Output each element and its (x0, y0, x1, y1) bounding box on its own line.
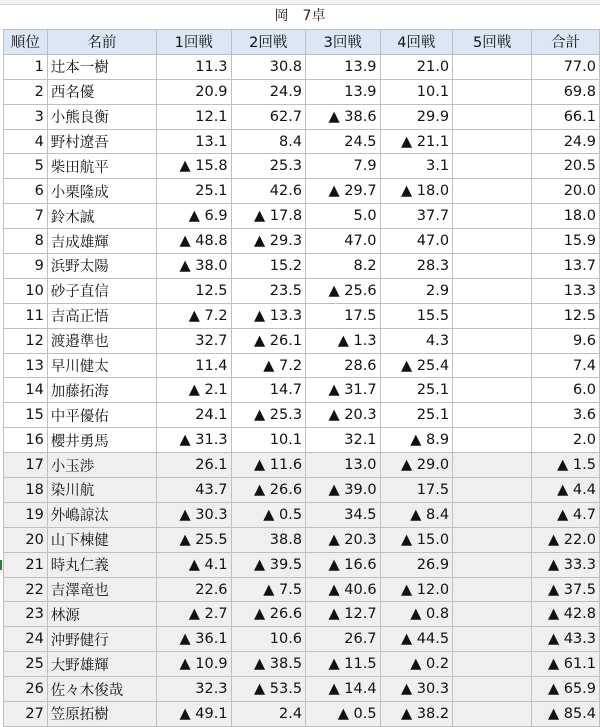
name-cell[interactable]: 吉澤竜也 (47, 577, 156, 602)
total-cell[interactable]: 15.9 (532, 229, 600, 254)
rank-cell[interactable]: 8 (4, 229, 48, 254)
round-1-cell[interactable]: 32.7 (157, 328, 232, 353)
total-cell[interactable]: 20.5 (532, 154, 600, 179)
round-5-cell[interactable] (453, 278, 532, 303)
rank-cell[interactable]: 2 (4, 79, 48, 104)
name-cell[interactable]: 鈴木誠 (47, 204, 156, 229)
round-3-cell[interactable]: ▲ 16.6 (306, 552, 381, 577)
round-1-cell[interactable]: 43.7 (157, 478, 232, 503)
table-row (4, 527, 600, 552)
name-cell[interactable]: 吉成雄輝 (47, 229, 156, 254)
round-4-cell[interactable]: 17.5 (380, 478, 453, 503)
round-1-cell[interactable]: ▲ 2.1 (157, 378, 232, 403)
round-1-cell[interactable]: ▲ 49.1 (157, 702, 232, 727)
round-1-cell[interactable]: 11.3 (157, 54, 232, 79)
total-cell[interactable]: 69.8 (532, 79, 600, 104)
rank-cell[interactable]: 19 (4, 502, 48, 527)
table-row (4, 677, 600, 702)
table-row (4, 154, 600, 179)
round-5-cell[interactable] (453, 527, 532, 552)
rank-cell[interactable]: 7 (4, 204, 48, 229)
name-cell[interactable]: 小栗隆成 (47, 179, 156, 204)
header-rank[interactable]: 順位 (4, 30, 48, 55)
round-1-cell[interactable]: ▲ 30.3 (157, 502, 232, 527)
round-1-cell[interactable]: ▲ 4.1 (157, 552, 232, 577)
round-3-cell[interactable]: 34.5 (306, 502, 381, 527)
total-cell[interactable]: ▲ 37.5 (532, 577, 600, 602)
rank-cell[interactable]: 20 (4, 527, 48, 552)
round-2-cell[interactable]: ▲ 7.2 (231, 353, 306, 378)
total-cell[interactable]: ▲ 1.5 (532, 453, 600, 478)
total-cell[interactable]: 2.0 (532, 428, 600, 453)
table-row (4, 378, 600, 403)
round-4-cell[interactable]: 47.0 (380, 229, 453, 254)
header-row (4, 30, 600, 55)
round-5-cell[interactable] (453, 154, 532, 179)
round-5-cell[interactable] (453, 453, 532, 478)
round-4-cell[interactable]: 2.9 (380, 278, 453, 303)
table-row (4, 254, 600, 279)
round-3-cell[interactable]: 24.5 (306, 129, 381, 154)
round-1-cell[interactable]: ▲ 10.9 (157, 652, 232, 677)
rank-cell[interactable]: 14 (4, 378, 48, 403)
header-round-3[interactable]: 3回戦 (306, 30, 381, 55)
round-4-cell[interactable]: ▲ 29.0 (380, 453, 453, 478)
round-5-cell[interactable] (453, 328, 532, 353)
ranking-table (3, 29, 600, 727)
name-cell[interactable]: 笠原拓樹 (47, 702, 156, 727)
round-5-cell[interactable] (453, 303, 532, 328)
name-cell[interactable]: 野村遼吾 (47, 129, 156, 154)
rank-cell[interactable]: 5 (4, 154, 48, 179)
table-body (4, 54, 600, 726)
round-2-cell[interactable]: 10.1 (231, 428, 306, 453)
round-4-cell[interactable]: ▲ 21.1 (380, 129, 453, 154)
round-3-cell[interactable]: ▲ 12.7 (306, 602, 381, 627)
round-1-cell[interactable]: ▲ 15.8 (157, 154, 232, 179)
round-3-cell[interactable]: 28.6 (306, 353, 381, 378)
round-2-cell[interactable]: 23.5 (231, 278, 306, 303)
round-5-cell[interactable] (453, 627, 532, 652)
total-cell[interactable]: ▲ 33.3 (532, 552, 600, 577)
round-2-cell[interactable]: ▲ 29.3 (231, 229, 306, 254)
round-5-cell[interactable] (453, 353, 532, 378)
round-5-cell[interactable] (453, 104, 532, 129)
round-5-cell[interactable] (453, 552, 532, 577)
round-1-cell[interactable]: 11.4 (157, 353, 232, 378)
rank-cell[interactable]: 25 (4, 652, 48, 677)
round-5-cell[interactable] (453, 428, 532, 453)
round-3-cell[interactable]: 32.1 (306, 428, 381, 453)
round-2-cell[interactable]: 2.4 (231, 702, 306, 727)
round-5-cell[interactable] (453, 403, 532, 428)
table-row (4, 179, 600, 204)
total-cell[interactable]: 18.0 (532, 204, 600, 229)
rank-cell[interactable]: 13 (4, 353, 48, 378)
round-2-cell[interactable]: ▲ 17.8 (231, 204, 306, 229)
rank-cell[interactable]: 1 (4, 54, 48, 79)
round-2-cell[interactable]: 24.9 (231, 79, 306, 104)
name-cell[interactable]: 西名優 (47, 79, 156, 104)
total-cell[interactable]: 77.0 (532, 54, 600, 79)
round-2-cell[interactable]: ▲ 7.5 (231, 577, 306, 602)
round-2-cell[interactable]: ▲ 26.6 (231, 602, 306, 627)
round-5-cell[interactable] (453, 129, 532, 154)
total-cell[interactable]: ▲ 43.3 (532, 627, 600, 652)
name-cell[interactable]: 時丸仁義 (47, 552, 156, 577)
name-cell[interactable]: 砂子直信 (47, 278, 156, 303)
total-cell[interactable]: 13.7 (532, 254, 600, 279)
table-row (4, 552, 600, 577)
header-round-2[interactable]: 2回戦 (231, 30, 306, 55)
round-1-cell[interactable]: ▲ 38.0 (157, 254, 232, 279)
round-4-cell[interactable]: ▲ 12.0 (380, 577, 453, 602)
table-row (4, 278, 600, 303)
round-5-cell[interactable] (453, 577, 532, 602)
name-cell[interactable]: 小熊良衡 (47, 104, 156, 129)
rank-cell[interactable]: 18 (4, 478, 48, 503)
table-title: 岡 7卓 (274, 8, 326, 24)
round-2-cell[interactable]: ▲ 53.5 (231, 677, 306, 702)
table-row (4, 652, 600, 677)
rank-cell[interactable]: 3 (4, 104, 48, 129)
round-3-cell[interactable]: 17.5 (306, 303, 381, 328)
total-cell[interactable]: ▲ 4.7 (532, 502, 600, 527)
round-3-cell[interactable]: 26.7 (306, 627, 381, 652)
name-cell[interactable]: 染川航 (47, 478, 156, 503)
round-4-cell[interactable]: ▲ 18.0 (380, 179, 453, 204)
round-5-cell[interactable] (453, 478, 532, 503)
round-3-cell[interactable]: ▲ 0.5 (306, 702, 381, 727)
round-3-cell[interactable]: ▲ 40.6 (306, 577, 381, 602)
round-4-cell[interactable]: 4.3 (380, 328, 453, 353)
table-row (4, 303, 600, 328)
round-2-cell[interactable]: 8.4 (231, 129, 306, 154)
name-cell[interactable]: 佐々木俊哉 (47, 677, 156, 702)
name-cell[interactable]: 吉高正悟 (47, 303, 156, 328)
round-4-cell[interactable]: ▲ 38.2 (380, 702, 453, 727)
round-3-cell[interactable]: ▲ 20.3 (306, 527, 381, 552)
round-1-cell[interactable]: ▲ 48.8 (157, 229, 232, 254)
round-1-cell[interactable]: 20.9 (157, 79, 232, 104)
name-cell[interactable]: 山下棟健 (47, 527, 156, 552)
total-cell[interactable]: ▲ 61.1 (532, 652, 600, 677)
rank-cell[interactable]: 17 (4, 453, 48, 478)
round-1-cell[interactable]: ▲ 6.9 (157, 204, 232, 229)
round-5-cell[interactable] (453, 652, 532, 677)
round-1-cell[interactable]: 12.5 (157, 278, 232, 303)
round-3-cell[interactable]: 13.0 (306, 453, 381, 478)
round-5-cell[interactable] (453, 677, 532, 702)
header-round-5[interactable]: 5回戦 (453, 30, 532, 55)
header-name[interactable]: 名前 (47, 30, 156, 55)
round-4-cell[interactable]: ▲ 8.4 (380, 502, 453, 527)
round-3-cell[interactable]: 13.9 (306, 79, 381, 104)
name-cell[interactable]: 小玉渉 (47, 453, 156, 478)
round-3-cell[interactable]: ▲ 20.3 (306, 403, 381, 428)
round-2-cell[interactable]: ▲ 38.5 (231, 652, 306, 677)
name-cell[interactable]: 櫻井勇馬 (47, 428, 156, 453)
total-cell[interactable]: 9.6 (532, 328, 600, 353)
table-row (4, 204, 600, 229)
round-1-cell[interactable]: 32.3 (157, 677, 232, 702)
rank-cell[interactable]: 21 (4, 552, 48, 577)
round-4-cell[interactable]: 37.7 (380, 204, 453, 229)
name-cell[interactable]: 加藤拓海 (47, 378, 156, 403)
round-5-cell[interactable] (453, 502, 532, 527)
name-cell[interactable]: 早川健太 (47, 353, 156, 378)
round-1-cell[interactable]: 25.1 (157, 179, 232, 204)
round-2-cell[interactable]: 38.8 (231, 527, 306, 552)
rank-cell[interactable]: 10 (4, 278, 48, 303)
round-3-cell[interactable]: ▲ 14.4 (306, 677, 381, 702)
rank-cell[interactable]: 16 (4, 428, 48, 453)
name-cell[interactable]: 中平優佑 (47, 403, 156, 428)
total-cell[interactable]: ▲ 4.4 (532, 478, 600, 503)
total-cell[interactable]: ▲ 22.0 (532, 527, 600, 552)
round-2-cell[interactable]: 25.3 (231, 154, 306, 179)
name-cell[interactable]: 柴田航平 (47, 154, 156, 179)
round-5-cell[interactable] (453, 229, 532, 254)
round-5-cell[interactable] (453, 179, 532, 204)
round-4-cell[interactable]: 25.1 (380, 403, 453, 428)
round-3-cell[interactable]: 8.2 (306, 254, 381, 279)
round-2-cell[interactable]: ▲ 26.1 (231, 328, 306, 353)
table-row (4, 577, 600, 602)
round-4-cell[interactable]: 15.5 (380, 303, 453, 328)
round-5-cell[interactable] (453, 702, 532, 727)
header-round-4[interactable]: 4回戦 (380, 30, 453, 55)
round-3-cell[interactable]: 5.0 (306, 204, 381, 229)
total-cell[interactable]: ▲ 65.9 (532, 677, 600, 702)
round-5-cell[interactable] (453, 254, 532, 279)
round-1-cell[interactable]: 22.6 (157, 577, 232, 602)
total-cell[interactable]: 66.1 (532, 104, 600, 129)
rank-cell[interactable]: 15 (4, 403, 48, 428)
total-cell[interactable]: 20.0 (532, 179, 600, 204)
total-cell[interactable]: 6.0 (532, 378, 600, 403)
round-2-cell[interactable]: ▲ 26.6 (231, 478, 306, 503)
round-3-cell[interactable]: 7.9 (306, 154, 381, 179)
total-cell[interactable]: 24.9 (532, 129, 600, 154)
table-row (4, 129, 600, 154)
table-row (4, 229, 600, 254)
round-3-cell[interactable]: ▲ 1.3 (306, 328, 381, 353)
round-4-cell[interactable]: 21.0 (380, 54, 453, 79)
round-4-cell[interactable]: ▲ 8.9 (380, 428, 453, 453)
round-4-cell[interactable]: 26.9 (380, 552, 453, 577)
rank-cell[interactable]: 4 (4, 129, 48, 154)
total-cell[interactable]: ▲ 42.8 (532, 602, 600, 627)
rank-cell[interactable]: 24 (4, 627, 48, 652)
round-2-cell[interactable]: 62.7 (231, 104, 306, 129)
table-row (4, 478, 600, 503)
rank-cell[interactable]: 9 (4, 254, 48, 279)
round-2-cell[interactable]: ▲ 13.3 (231, 303, 306, 328)
round-3-cell[interactable]: 47.0 (306, 229, 381, 254)
round-2-cell[interactable]: 42.6 (231, 179, 306, 204)
name-cell[interactable]: 外嶋諒汰 (47, 502, 156, 527)
rank-cell[interactable]: 23 (4, 602, 48, 627)
table-row (4, 403, 600, 428)
round-4-cell[interactable]: ▲ 25.4 (380, 353, 453, 378)
rank-cell[interactable]: 11 (4, 303, 48, 328)
round-1-cell[interactable]: ▲ 31.3 (157, 428, 232, 453)
round-4-cell[interactable]: 25.1 (380, 378, 453, 403)
round-2-cell[interactable]: ▲ 39.5 (231, 552, 306, 577)
round-4-cell[interactable]: 29.9 (380, 104, 453, 129)
round-4-cell[interactable]: 3.1 (380, 154, 453, 179)
round-1-cell[interactable]: ▲ 25.5 (157, 527, 232, 552)
round-4-cell[interactable]: ▲ 15.0 (380, 527, 453, 552)
round-1-cell[interactable]: 24.1 (157, 403, 232, 428)
round-4-cell[interactable]: ▲ 0.2 (380, 652, 453, 677)
table-row (4, 502, 600, 527)
round-3-cell[interactable]: ▲ 29.7 (306, 179, 381, 204)
table-row (4, 627, 600, 652)
table-row (4, 702, 600, 727)
rank-cell[interactable]: 6 (4, 179, 48, 204)
round-5-cell[interactable] (453, 378, 532, 403)
round-4-cell[interactable]: ▲ 44.5 (380, 627, 453, 652)
round-1-cell[interactable]: ▲ 2.7 (157, 602, 232, 627)
round-4-cell[interactable]: 28.3 (380, 254, 453, 279)
round-4-cell[interactable]: ▲ 30.3 (380, 677, 453, 702)
round-2-cell[interactable]: ▲ 0.5 (231, 502, 306, 527)
rank-cell[interactable]: 27 (4, 702, 48, 727)
table-row (4, 602, 600, 627)
header-round-1[interactable]: 1回戦 (157, 30, 232, 55)
total-cell[interactable]: 7.4 (532, 353, 600, 378)
round-2-cell[interactable]: ▲ 11.6 (231, 453, 306, 478)
round-3-cell[interactable]: ▲ 31.7 (306, 378, 381, 403)
table-row (4, 453, 600, 478)
header-total[interactable]: 合計 (532, 30, 600, 55)
name-cell[interactable]: 林源 (47, 602, 156, 627)
round-5-cell[interactable] (453, 54, 532, 79)
rank-cell[interactable]: 12 (4, 328, 48, 353)
rank-cell[interactable]: 26 (4, 677, 48, 702)
round-1-cell[interactable]: 12.1 (157, 104, 232, 129)
round-5-cell[interactable] (453, 602, 532, 627)
round-3-cell[interactable]: ▲ 25.6 (306, 278, 381, 303)
round-3-cell[interactable]: ▲ 11.5 (306, 652, 381, 677)
round-2-cell[interactable]: 10.6 (231, 627, 306, 652)
total-cell[interactable]: ▲ 85.4 (532, 702, 600, 727)
round-2-cell[interactable]: 30.8 (231, 54, 306, 79)
total-cell[interactable]: 12.5 (532, 303, 600, 328)
name-cell[interactable]: 大野雄輝 (47, 652, 156, 677)
table-row (4, 54, 600, 79)
name-cell[interactable]: 辻本一樹 (47, 54, 156, 79)
round-5-cell[interactable] (453, 204, 532, 229)
name-cell[interactable]: 浜野太陽 (47, 254, 156, 279)
round-3-cell[interactable]: ▲ 39.0 (306, 478, 381, 503)
round-3-cell[interactable]: 13.9 (306, 54, 381, 79)
round-1-cell[interactable]: ▲ 36.1 (157, 627, 232, 652)
total-cell[interactable]: 3.6 (532, 403, 600, 428)
round-2-cell[interactable]: 15.2 (231, 254, 306, 279)
round-1-cell[interactable]: 13.1 (157, 129, 232, 154)
round-1-cell[interactable]: 26.1 (157, 453, 232, 478)
total-cell[interactable]: 13.3 (532, 278, 600, 303)
round-5-cell[interactable] (453, 79, 532, 104)
round-4-cell[interactable]: 10.1 (380, 79, 453, 104)
name-cell[interactable]: 渡邉準也 (47, 328, 156, 353)
table-row (4, 328, 600, 353)
table-row (4, 104, 600, 129)
round-2-cell[interactable]: 14.7 (231, 378, 306, 403)
round-4-cell[interactable]: ▲ 0.8 (380, 602, 453, 627)
name-cell[interactable]: 沖野健行 (47, 627, 156, 652)
row-indicator-mark (0, 560, 2, 570)
table-row (4, 79, 600, 104)
round-3-cell[interactable]: ▲ 38.6 (306, 104, 381, 129)
round-1-cell[interactable]: ▲ 7.2 (157, 303, 232, 328)
rank-cell[interactable]: 22 (4, 577, 48, 602)
table-row (4, 428, 600, 453)
round-2-cell[interactable]: ▲ 25.3 (231, 403, 306, 428)
table-row (4, 353, 600, 378)
